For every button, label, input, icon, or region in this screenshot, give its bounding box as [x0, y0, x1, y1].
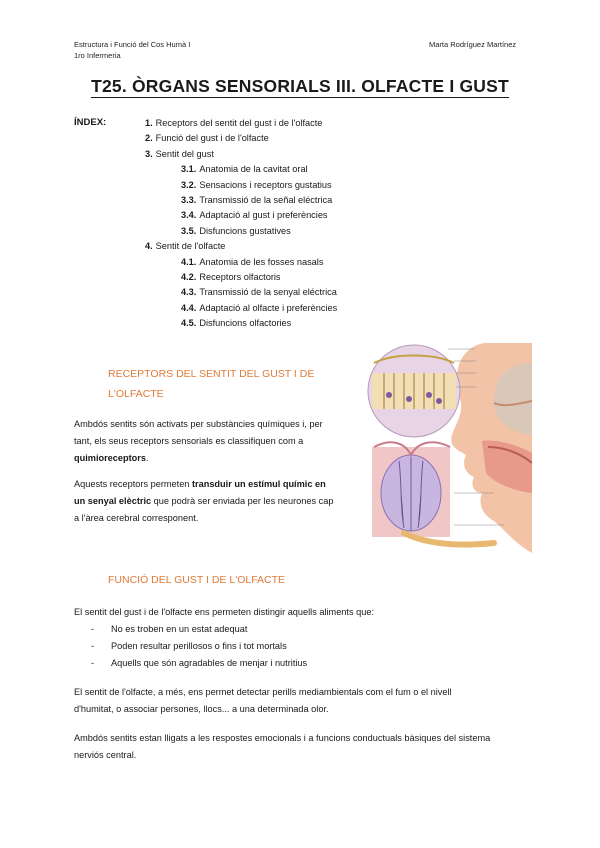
index-item: [181, 302, 337, 314]
index-item-number: 2.: [145, 133, 153, 144]
index-item-label: Anatomia de la cavitat oral: [199, 164, 308, 175]
index-item-number: 3.: [145, 148, 153, 159]
index-item: [181, 286, 337, 298]
list-item: [91, 655, 307, 672]
text-line: quimioreceptors.: [74, 453, 149, 463]
bold-term: un senyal elèctric: [74, 496, 152, 506]
section-title-line: RECEPTORS DEL SENTIT DEL GUST I DE: [108, 368, 315, 380]
text-line: un senyal elèctric que podrà ser enviada per les neurones cap: [74, 496, 334, 506]
list-item-text: No es troben en un estat adequat: [111, 624, 248, 634]
section-title-receptors: [108, 364, 314, 404]
text-line: Ambdós sentits són activats per substàncies químiques i, per: [74, 419, 323, 429]
index-item: [145, 148, 214, 160]
index-item-number: 4.4.: [181, 302, 197, 313]
paragraph-olfaction: [74, 684, 452, 718]
index-item-number: 3.1.: [181, 164, 197, 175]
index-item-number: 4.5.: [181, 318, 197, 329]
bold-term: quimioreceptors: [74, 453, 146, 463]
index-item-number: 3.2.: [181, 179, 197, 190]
index-item-label: Adaptació al olfacte i preferències: [199, 302, 338, 313]
index-item-label: Disfuncions olfactories: [199, 318, 292, 329]
index-item: [145, 132, 269, 144]
author-name: Marta Rodríguez Martínez: [429, 40, 517, 49]
section-title-function: FUNCIÓ DEL GUST I DE L'OLFACTE: [108, 574, 286, 586]
index-item: [181, 194, 332, 206]
index-label: ÍNDEX:: [74, 117, 107, 128]
paragraph-transduction: [74, 476, 333, 527]
index-item-label: Disfuncions gustatives: [199, 225, 291, 236]
index-item-label: Transmissió de la senyal eléctrica: [199, 287, 337, 298]
page-title-text: T25. ÒRGANS SENSORIALS III. OLFACTE I GUST: [91, 76, 509, 96]
index-item-number: 4.: [145, 241, 153, 252]
bullet-list: [91, 621, 307, 672]
index-item: [181, 271, 281, 283]
index-item-number: 3.4.: [181, 210, 197, 221]
page-title: [0, 76, 600, 97]
list-item: [91, 621, 307, 638]
section-title-line: L'OLFACTE: [108, 388, 164, 400]
index-item: [181, 209, 328, 221]
index-item-label: Adaptació al gust i preferències: [199, 210, 328, 221]
index-item-label: Sentit del gust: [155, 148, 214, 159]
index-item: [145, 240, 225, 252]
header-left: [74, 39, 190, 61]
course-name: Estructura i Funció del Cos Humà I: [74, 40, 191, 49]
text-line: Aquests receptors permeten transduir un estímul químic en: [74, 479, 326, 489]
index-item-label: Anatomia de les fosses nasals: [199, 256, 324, 267]
anatomy-illustration: [364, 343, 532, 553]
index-item-number: 4.2.: [181, 272, 197, 282]
index-item-number: 1.: [145, 118, 153, 128]
index-item-label: Receptors del sentit del gust i de l'olfacte: [155, 118, 323, 128]
index-item: [181, 179, 332, 191]
text-line: tant, els seus receptors sensorials es classifiquen com a: [74, 436, 304, 446]
index-item-label: Funció del gust i de l'olfacte: [155, 133, 269, 144]
index-item-label: Transmissió de la señal eléctrica: [199, 195, 333, 205]
index-item: [181, 317, 291, 329]
index-item-number: 4.3.: [181, 287, 197, 298]
dash-bullet-icon: -: [91, 658, 95, 668]
text-line: El sentit de l'olfacte, a més, ens permet detectar perills mediambientals com el fum o el nivell: [74, 687, 452, 697]
index-item-number: 3.5.: [181, 225, 197, 236]
dash-bullet-icon: -: [91, 624, 95, 634]
text-line: a l'àrea cerebral corresponent.: [74, 513, 199, 523]
index-item-label: Sensacions i receptors gustatius: [199, 179, 332, 190]
text-line: d'humitat, o associar persones, llocs... a una determinada olor.: [74, 704, 329, 714]
index-item: [181, 256, 323, 268]
text-line: nerviós central.: [74, 750, 137, 760]
list-item-text: Poden resultar perillosos o fins i tot mortals: [111, 641, 287, 651]
index-item: [145, 117, 322, 129]
bold-term: transduir un estímul químic en: [191, 479, 326, 489]
dash-bullet-icon: -: [91, 641, 95, 651]
index-item: [181, 163, 308, 175]
paragraph-emotions: [74, 730, 490, 764]
paragraph-intro: El sentit del gust i de l'olfacte ens permeten distingir aquells aliments que:: [74, 607, 375, 617]
index-item-label: Receptors olfactoris: [199, 272, 281, 282]
index-item-label: Sentit de l'olfacte: [155, 241, 226, 252]
paragraph-chemoreceptors: [74, 416, 323, 467]
course-year: 1ro Infermeria: [74, 51, 121, 60]
index-item-number: 4.1.: [181, 256, 197, 267]
index-item: [181, 225, 291, 237]
list-item-text: Aquells que són agradables de menjar i nutritius: [111, 658, 308, 668]
list-item: [91, 638, 307, 655]
index-item-number: 3.3.: [181, 195, 197, 205]
text-line: Ambdós sentits estan lligats a les respostes emocionals i a funcions conductuals bàsiques del sistema: [74, 733, 491, 743]
